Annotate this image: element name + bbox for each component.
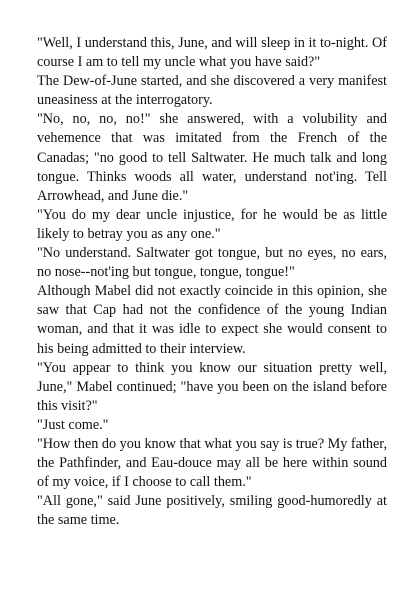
paragraph: Although Mabel did not exactly coincide in this opinion, she saw that Cap had not the confidence of the young Indian woman, and that it was idle to expect she would consent to his being admitted to their interview. — [37, 283, 387, 357]
paragraph: "You appear to think you know our situation pretty well, June," Mabel continued; "have you been on the island before this visit?" — [37, 359, 387, 414]
paragraph: "You do my dear uncle injustice, for he would be as little likely to betray you as any one." — [37, 206, 387, 242]
paragraph: "All gone," said June positively, smiling good-humoredly at the same time. — [37, 493, 387, 529]
paragraph: "No understand. Saltwater got tongue, but no eyes, no ears, no nose--not'ing but tongue, tongue, tongue!" — [37, 245, 387, 281]
paragraph: "How then do you know that what you say is true? My father, the Pathfinder, and Eau-douce may all be here within sound of my voice, if I choose to call them." — [37, 435, 387, 491]
paragraph: "Just come." — [37, 416, 109, 433]
paragraph: "No, no, no, no!" she answered, with a volubility and vehemence that was imitated from the French of the Canadas; "no good to tell Saltwater. He much talk and long tongue. Thinks woods all water, understand not'ing. Tell Arrowhead, and June die." — [37, 111, 387, 204]
paragraph: The Dew-of-June started, and she discovered a very manifest uneasiness at the interrogatory. — [37, 73, 387, 109]
paragraph: "Well, I understand this, June, and will sleep in it to-night. Of course I am to tell my uncle what you have said?" — [37, 35, 387, 71]
page-text — [37, 34, 387, 530]
